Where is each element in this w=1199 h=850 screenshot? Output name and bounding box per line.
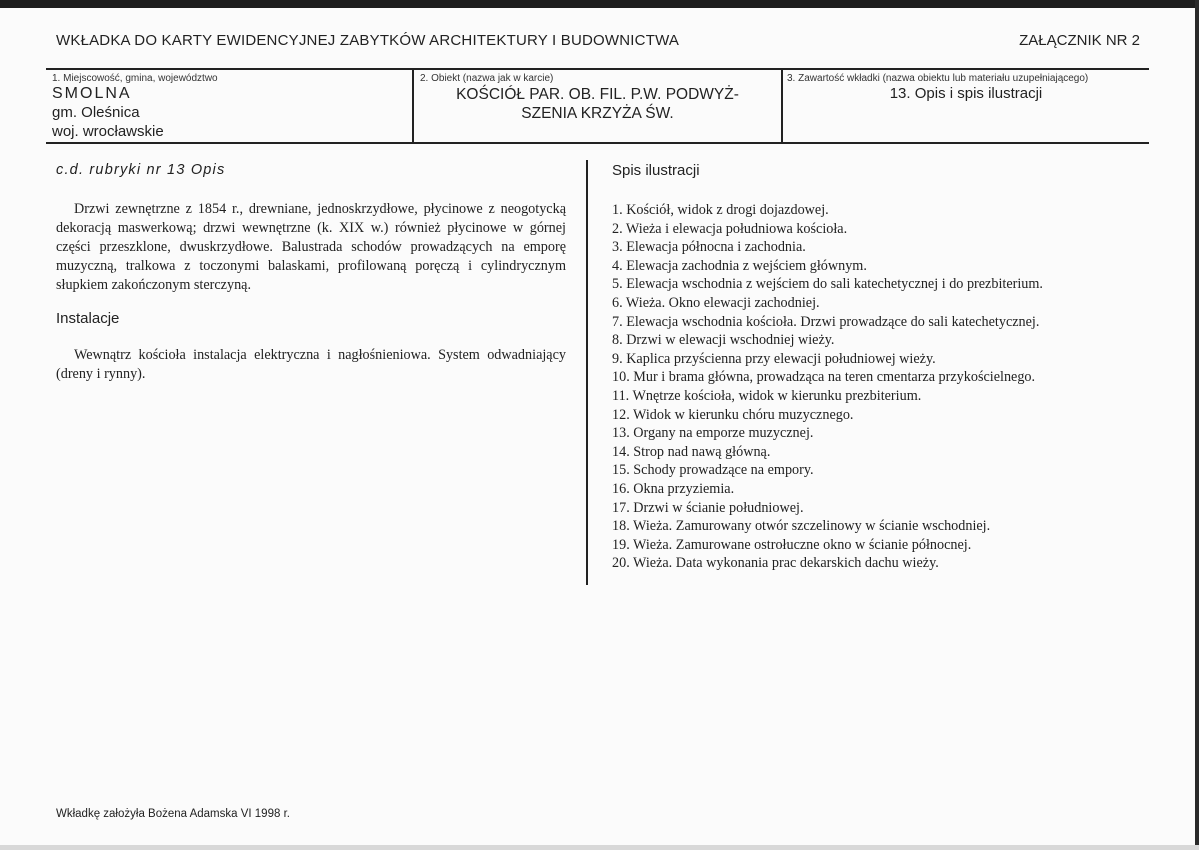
author-note: Wkładkę założyła Bożena Adamska VI 1998 r. <box>56 808 290 820</box>
illustration-item: 7. Elewacja wschodnia kościoła. Drzwi prowadzące do sali katechetycznej. <box>612 313 1040 330</box>
illustration-item: 17. Drzwi w ścianie południowej. <box>612 499 804 516</box>
illustration-item: 3. Elewacja północna i zachodnia. <box>612 239 806 256</box>
location-field <box>46 70 414 142</box>
illustration-item: 6. Wieża. Okno elewacji zachodniej. <box>612 294 820 311</box>
column-divider <box>586 160 588 585</box>
doors-paragraph: Drzwi zewnętrzne z 1854 r., drewniane, jednoskrzydłowe, płycinowe z neogotycką dekoracją maswerkową; drzwi wewnętrzne (k. XIX w.) również płycinowe w górnej części przeszklone, dwuskrzydłowe. Balustrada schodów prowadzących na emporę muzyczną, tralkowa z toczonymi balaskami, profilowaną poręczą i cylindrycznym słupkiem zakończonym sterczyną. <box>56 201 566 293</box>
illustration-item: 12. Widok w kierunku chóru muzycznego. <box>612 406 854 423</box>
illustration-item: 2. Wieża i elewacja południowa kościoła. <box>612 220 848 237</box>
commune-name: gm. Oleśnica <box>52 104 140 121</box>
scan-bottom-edge <box>0 845 1199 850</box>
illustration-item: 15. Schody prowadzące na empory. <box>612 462 814 479</box>
form-title: WKŁADKA DO KARTY EWIDENCYJNEJ ZABYTKÓW ARCHITEKTURY I BUDOWNICTWA <box>56 32 680 49</box>
object-name <box>414 85 781 123</box>
object-name-line-1: KOŚCIÓŁ PAR. OB. FIL. P.W. PODWYŻ- <box>456 86 739 103</box>
illustration-item: 20. Wieża. Data wykonania prac dekarskich dachu wieży. <box>612 555 939 572</box>
content-field <box>783 70 1149 142</box>
place-name: SMOLNA <box>52 85 132 102</box>
illustrations-heading: Spis ilustracji <box>612 162 700 179</box>
illustration-item: 14. Strop nad nawą główną. <box>612 443 771 460</box>
illustrations-list <box>612 201 1132 573</box>
illustration-item: 5. Elewacja wschodnia z wejściem do sali katechetycznej i do prezbiterium. <box>612 276 1043 293</box>
voivodeship-name: woj. wrocławskie <box>52 123 164 140</box>
object-field <box>414 70 783 142</box>
illustration-item: 19. Wieża. Zamurowane ostrołuczne okno w ścianie północnej. <box>612 536 972 553</box>
illustration-item: 11. Wnętrze kościoła, widok w kierunku prezbiterium. <box>612 387 922 404</box>
continuation-heading: c.d. rubryki nr 13 Opis <box>56 162 226 178</box>
content-value: 13. Opis i spis ilustracji <box>889 85 1043 102</box>
illustration-item: 13. Organy na emporze muzycznej. <box>612 425 814 442</box>
installations-heading: Instalacje <box>56 310 120 327</box>
location-field-label: 1. Miejscowość, gmina, województwo <box>52 73 218 84</box>
scan-top-edge <box>0 0 1199 8</box>
illustration-item: 1. Kościół, widok z drogi dojazdowej. <box>612 202 829 218</box>
scan-right-edge <box>1195 0 1199 850</box>
illustration-item: 10. Mur i brama główna, prowadząca na teren cmentarza przykościelnego. <box>612 369 1036 386</box>
annex-number: ZAŁĄCZNIK NR 2 <box>1019 32 1140 49</box>
illustration-item: 9. Kaplica przyścienna przy elewacji południowej wieży. <box>612 350 936 367</box>
installations-paragraph: Wewnątrz kościoła instalacja elektryczna i nagłośnieniowa. System odwadniający (dreny i rynny). <box>56 347 566 382</box>
object-field-label: 2. Obiekt (nazwa jak w karcie) <box>420 73 554 84</box>
illustration-item: 16. Okna przyziemia. <box>612 480 735 497</box>
description-column <box>56 162 566 384</box>
illustration-item: 4. Elewacja zachodnia z wejściem głównym. <box>612 257 867 274</box>
content-field-label: 3. Zawartość wkładki (nazwa obiektu lub materiału uzupełniającego) <box>787 73 1089 84</box>
object-name-line-2: SZENIA KRZYŻA ŚW. <box>521 105 674 122</box>
form-fields-table <box>46 68 1149 144</box>
illustration-item: 18. Wieża. Zamurowany otwór szczelinowy w ścianie wschodniej. <box>612 518 991 535</box>
illustrations-column <box>612 162 1132 573</box>
illustration-item: 8. Drzwi w elewacji wschodniej wieży. <box>612 332 835 349</box>
